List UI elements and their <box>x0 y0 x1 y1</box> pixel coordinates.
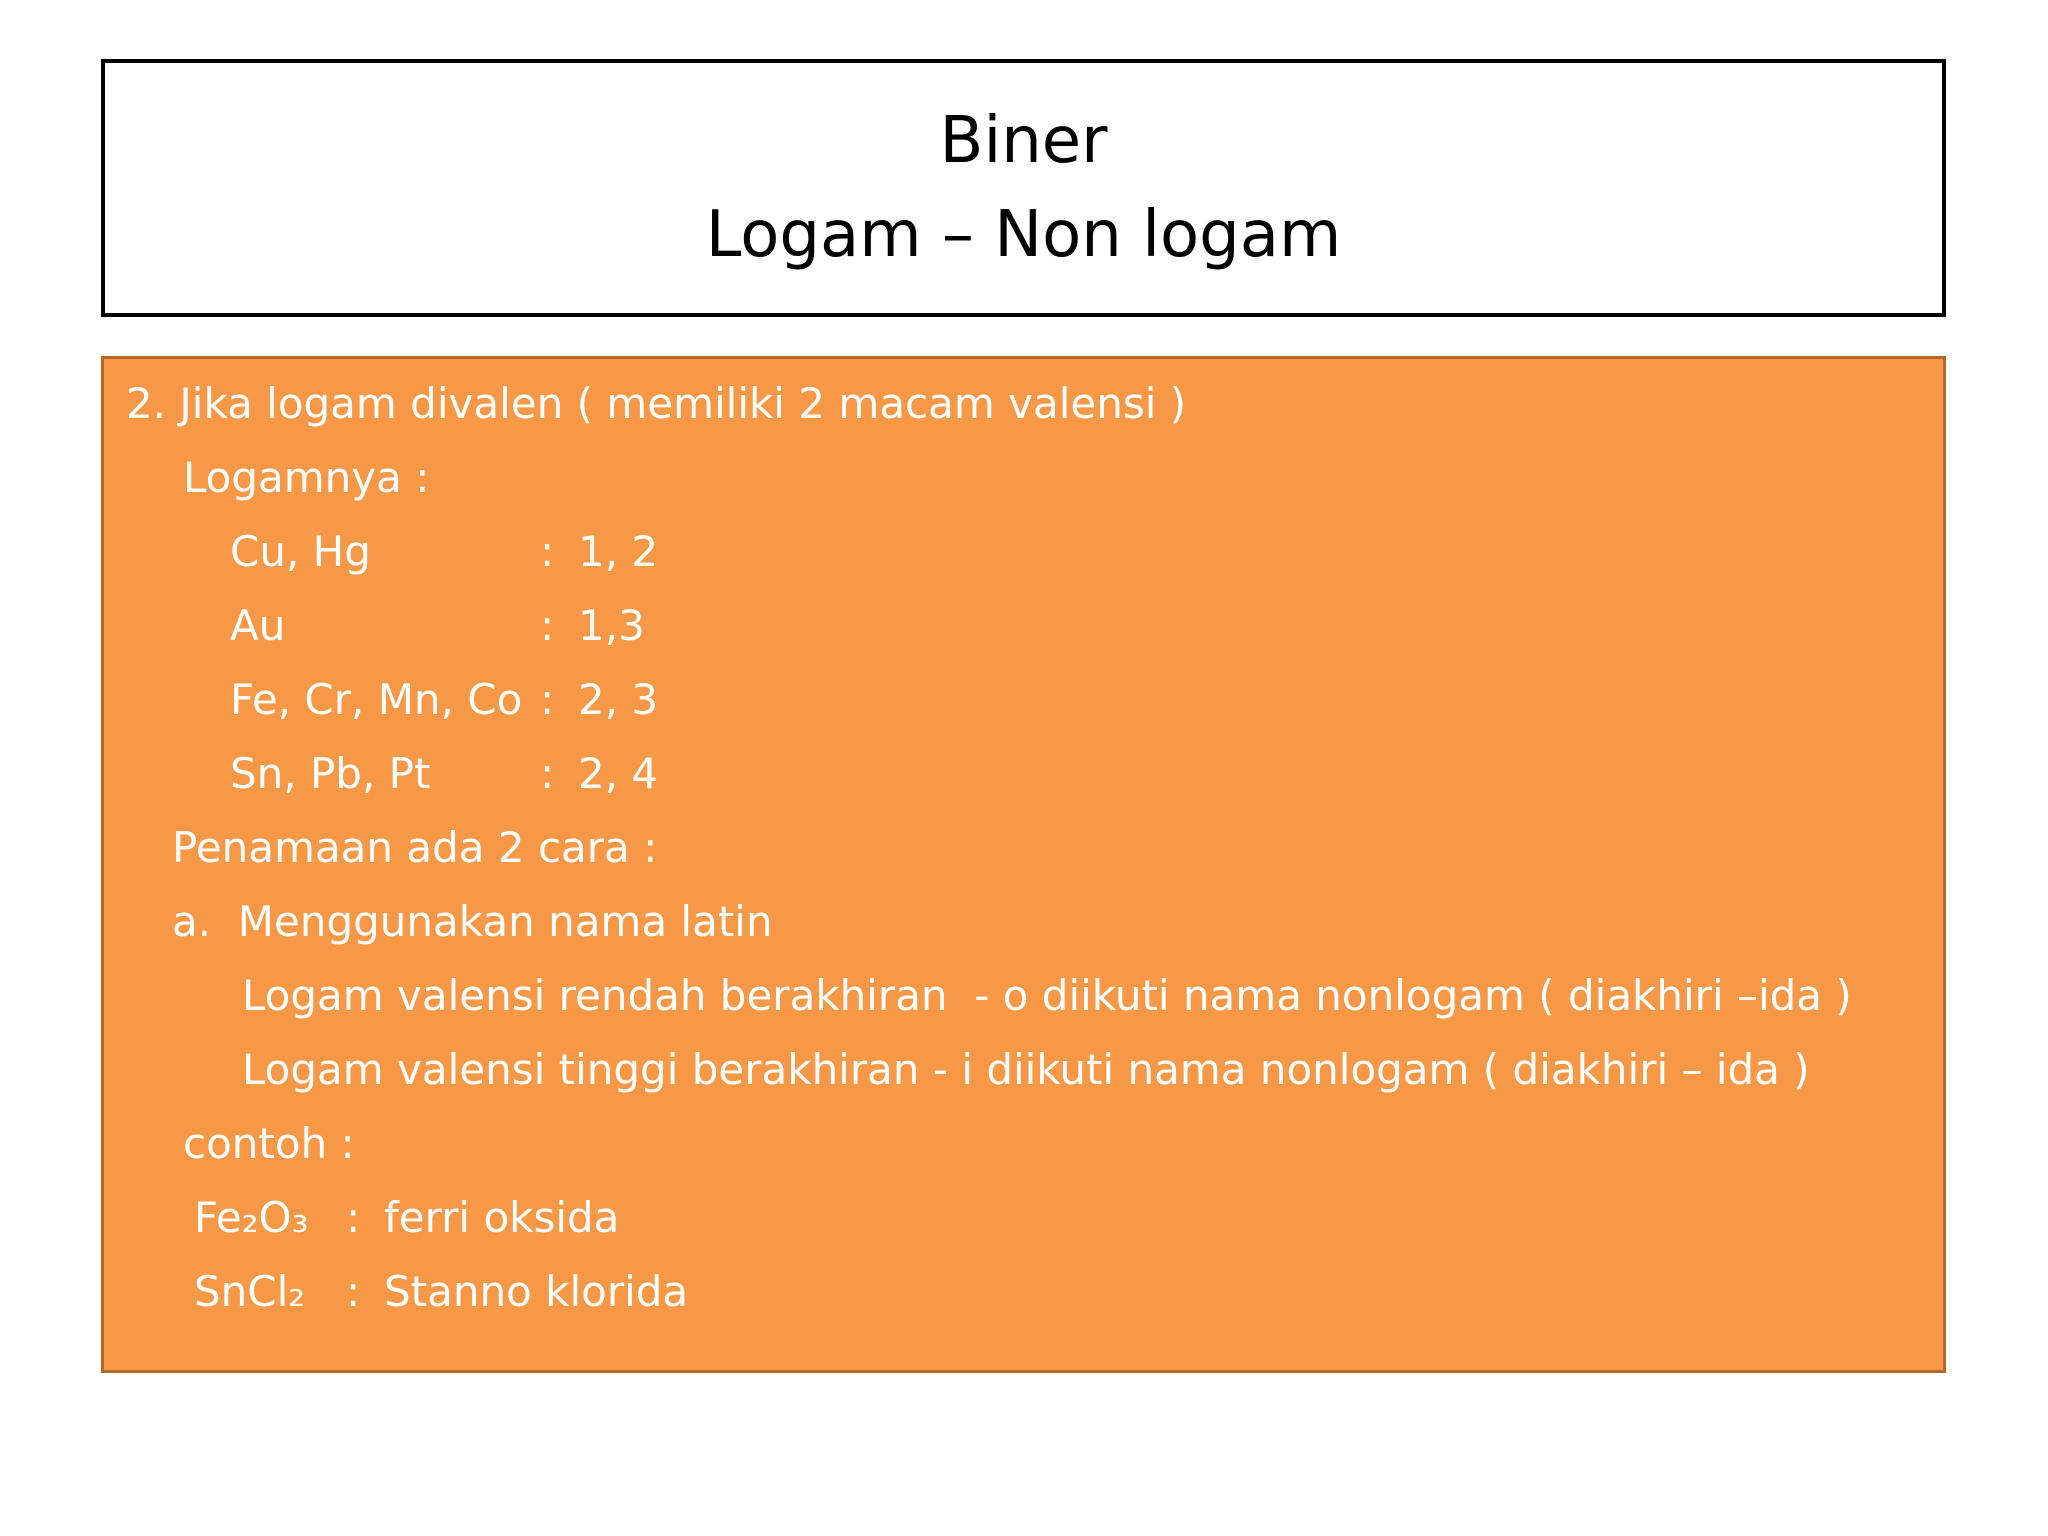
intro-line: 2. Jika logam divalen ( memiliki 2 macam valensi ) <box>126 379 1187 428</box>
logamnya-label: Logamnya : <box>183 453 430 502</box>
example-separator: : <box>346 1267 361 1316</box>
metal-names: Au <box>230 601 286 650</box>
metal-valences: 1,3 <box>578 601 645 650</box>
example-name: Stanno klorida <box>384 1267 689 1316</box>
naming-intro: Penamaan ada 2 cara : <box>172 823 658 872</box>
example-formula: SnCl₂ <box>194 1267 306 1316</box>
metal-separator: : <box>540 527 555 576</box>
metal-separator: : <box>540 749 555 798</box>
title-line-1: Biner <box>939 104 1108 178</box>
metal-separator: : <box>540 675 555 724</box>
metal-names: Fe, Cr, Mn, Co <box>230 675 523 724</box>
content-box <box>101 356 1946 1373</box>
metal-valences: 1, 2 <box>578 527 659 576</box>
rule-high-valence: Logam valensi tinggi berakhiran - i diikuti nama nonlogam ( diakhiri – ida ) <box>242 1045 1810 1094</box>
metal-names: Sn, Pb, Pt <box>230 749 431 798</box>
metal-names: Cu, Hg <box>230 527 371 576</box>
example-label: contoh : <box>183 1119 355 1168</box>
title-line-2: Logam – Non logam <box>705 198 1342 272</box>
example-name: ferri oksida <box>384 1193 620 1242</box>
rule-low-valence: Logam valensi rendah berakhiran - o diikuti nama nonlogam ( diakhiri –ida ) <box>242 971 1852 1020</box>
metal-separator: : <box>540 601 555 650</box>
example-separator: : <box>346 1193 361 1242</box>
slide-title-box <box>101 59 1946 317</box>
example-formula: Fe₂O₃ <box>194 1193 309 1242</box>
method-a: a. Menggunakan nama latin <box>172 897 773 946</box>
metal-valences: 2, 4 <box>578 749 659 798</box>
metal-valences: 2, 3 <box>578 675 659 724</box>
